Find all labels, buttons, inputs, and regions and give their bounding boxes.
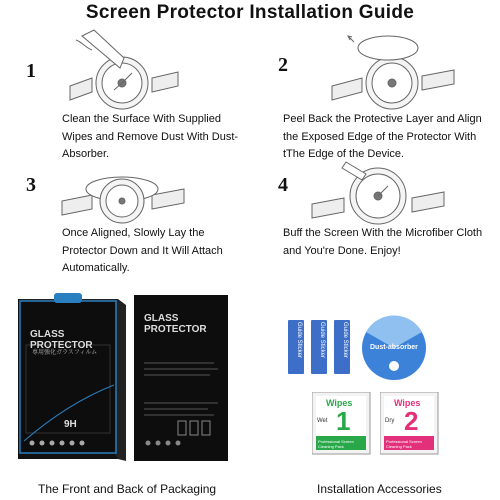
step-4-text: Buff the Screen With the Microfiber Cloth and You're Done. Enjoy! [283,227,483,257]
dust-absorber [360,314,428,382]
front-subtitle: 専用強化ガラスフィルム [32,350,98,356]
wipe-wet-title: Wipes [326,398,353,408]
wipe-dry-number: 2 [404,406,419,436]
guide-title: Screen Protector Installation Guide [85,2,415,23]
packaging-front [18,293,130,463]
wipe-dry-title: Wipes [394,398,421,408]
packaging-back [134,293,232,463]
watch-buff-illustration [308,158,448,230]
step-3-text: Once Aligned, Slowly Lay the Protector Down and It Will Attach Automatically. [62,227,223,274]
front-brand: GLASS PROTECTOR [30,329,93,351]
guide-sticker-2: Guide Sticker [319,322,325,359]
step-2-number: 2 [278,54,288,76]
guide-stickers [286,318,356,376]
step-2-text: Peel Back the Protective Layer and Align the Exposed Edge of the Protector With tThe Edge of the Device. [283,113,482,160]
accessories-caption: Installation Accessories [317,482,442,496]
guide-sticker-3: Guide Sticker [342,322,348,359]
watch-align-illustration [328,28,458,110]
wipe-wet [312,392,372,456]
wipe-dry-label: Dry [385,418,395,424]
step-3-illustration [58,165,188,225]
guide-sticker-1: Guide Sticker [296,322,302,359]
hand-icon [389,361,399,371]
step-4-illustration [308,158,448,230]
wipe-dry-note: Professional Screen Cleaning Pack [386,439,422,449]
step-3-number: 3 [26,174,36,196]
step-4-number: 4 [278,174,288,196]
dust-absorber-label: Dust-absorber [370,344,418,351]
front-hardness: 9H [64,419,77,430]
wipe-wet-number: 1 [336,406,351,436]
wipe-dry [380,392,440,456]
watch-lay-illustration [58,165,188,225]
watch-clean-illustration [62,28,182,110]
wipe-wet-note: Professional Screen Cleaning Pack [318,439,354,449]
packaging-caption: The Front and Back of Packaging [38,482,217,496]
wipe-wet-label: Wet [317,418,328,424]
step-1-illustration [62,28,182,110]
packaging-front-box [18,293,130,463]
step-1-number: 1 [26,60,36,82]
step-1-text: Clean the Surface With Supplied Wipes and Remove Dust With Dust-Absorber. [62,113,239,160]
back-brand: GLASS PROTECTOR [144,313,207,335]
step-2-illustration [328,28,458,110]
